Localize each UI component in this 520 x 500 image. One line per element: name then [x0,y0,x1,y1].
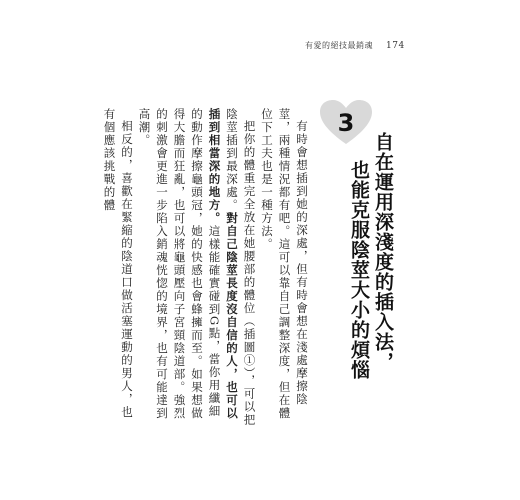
heading-line-1: 自在運用深淺度的插入法， [372,132,394,372]
paragraph-2-intro: 把你的體重完全放在她腰部的體位（插圖①），可以把陰莖插到最深處。 [225,108,257,426]
paragraph-1: 有時會想插到她的深處，但有時會想在淺處摩擦陰莖，兩種情況都有吧。這可以靠自己調整深度，但在體位下工夫也是一種方法。 [260,108,309,420]
paragraph-2-emphasis: 對自己陰莖長度沒自信的人，也可以插到相當深的地方。 [207,108,239,420]
paragraph-2 [135,108,258,428]
section-number: 3 [337,109,355,137]
body-text [102,108,310,428]
running-head [305,40,405,51]
heart-icon [320,100,372,146]
paragraph-2-rest: 這樣能確實碰到G點，當你用纖細的動作摩擦龜頭冠，她的快感也會蜂擁而至。如果想做得大膽而狂亂，也可以將龜頭壓向子宮頸陰道部。強烈的刺激會更進一步陷入銷魂恍惚的境界，也有可能達到高潮。 [137,108,222,420]
chapter-heading [320,100,400,380]
heading-line-2: 也能克服陰莖大小的煩惱 [348,160,370,380]
running-head-title: 有愛的絕技最銷魂 [305,41,373,50]
page-number: 174 [386,41,405,51]
paragraph-3: 相反的，喜歡在緊縮的陰道口做活塞運動的男人，也有個應該挑戰的體 [102,108,134,419]
